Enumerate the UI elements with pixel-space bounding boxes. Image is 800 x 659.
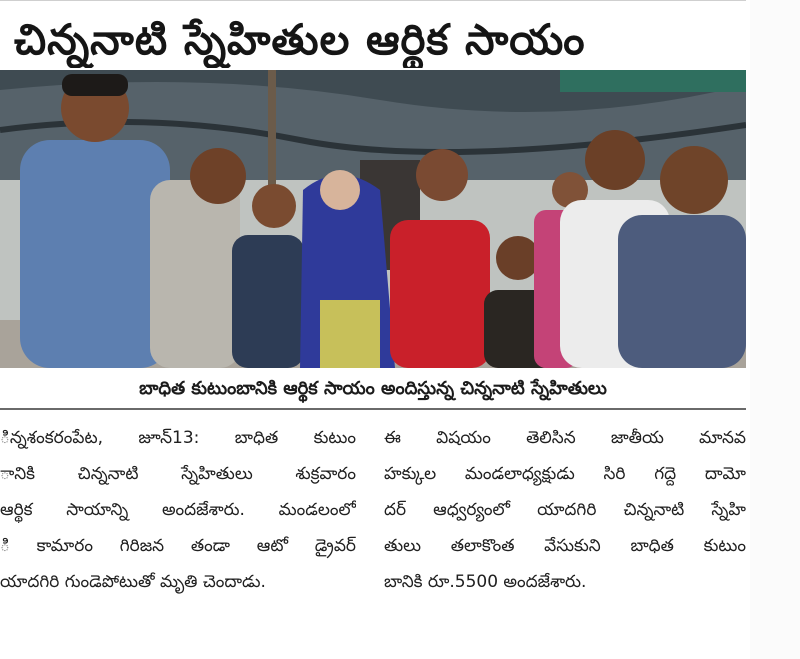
photo-caption: బాధిత కుటుంబానికి ఆర్థిక సాయం అందిస్తున్న చిన్ననాటి స్నేహితులు [0,370,746,410]
page-margin [750,0,800,659]
body-line: తులు తలాకొంత వేసుకుని బాధిత కుటుం [384,536,746,556]
body-line: హక్కుల మండలాధ్యక్షుడు సిరి గద్దె దామో [384,464,746,484]
article-body-left-column [0,420,356,600]
top-rule [0,0,746,7]
news-photo [0,70,746,368]
body-line: ఈ విషయం తెలిసిన జాతీయ మానవ [384,428,746,448]
article-body-right-column [384,420,746,600]
body-line: యాదగిరి గుండెపోటుతో మృతి చెందాడు. [0,572,266,592]
body-line: ఆర్థిక సాయాన్ని అందజేశారు. మండలంలో [0,500,356,520]
body-line: ిన్నశంకరంపేట, జూన్13: బాధిత కుటుం [0,428,356,448]
body-line: ానికి చిన్ననాటి స్నేహితులు శుక్రవారం [0,464,356,484]
body-line: ి కామారం గిరిజన తండా ఆటో డ్రైవర్ [0,536,356,556]
article-headline: చిన్ననాటి స్నేహితుల ఆర్థిక సాయం [14,15,586,64]
body-line: దర్ ఆధ్వర్యంలో యాదగిరి చిన్ననాటి స్నేహి [384,500,746,520]
body-line: బానికి రూ.5500 అందజేశారు. [384,572,587,592]
